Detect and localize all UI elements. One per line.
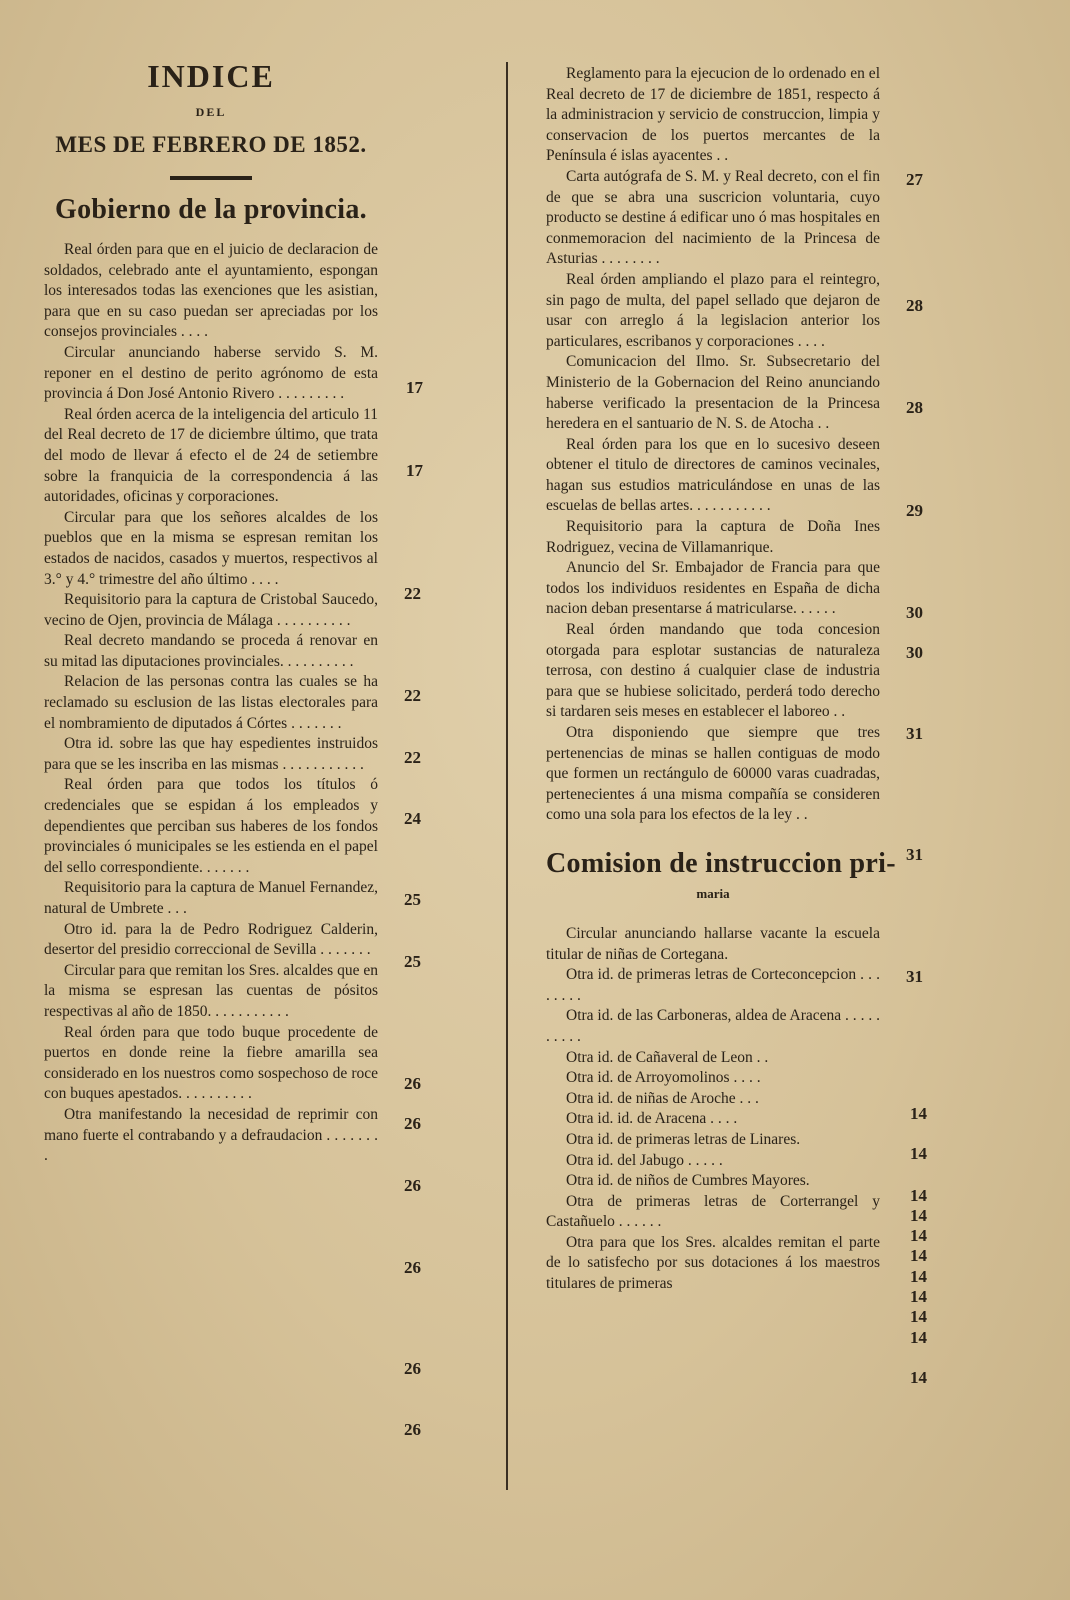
entry-list-gobierno <box>44 240 378 1167</box>
index-entry: Carta autógrafa de S. M. y Real decreto, con el fin de que se abra una suscricion voluntaria, cuyo producto se destine á edificar uno ó mas hospitales en conmemoracion del nacimiento de la Princesa de Asturias . . . . . . . . <box>546 167 880 268</box>
index-entry: Real órden para que todos los títulos ó credenciales que se espidan á los empleados y dependientes que perciban sus haberes de los fondos provinciales ó municipales se les estienda en el papel del sello correspondiente. . . . . . . <box>44 776 378 876</box>
page-number: 14 <box>910 1267 927 1286</box>
page-number: 31 <box>906 845 923 864</box>
section-heading-comision: Comision de instruccion pri- <box>546 847 896 879</box>
index-entry: Otro id. para la de Pedro Rodriguez Calderin, desertor del presidio correccional de Sevilla . . . . . . . <box>44 920 378 959</box>
index-title: INDICE <box>147 58 275 94</box>
index-entry: Real decreto mandando se proceda á renovar en su mitad las diputaciones provinciales. . . . . . . . . . <box>44 632 378 670</box>
page-number: 14 <box>910 1287 927 1306</box>
index-entry: Otra disponiendo que siempre que tres pertenencias de minas se hallen contiguas de modo que formen un rectángulo de 60000 varas cuadradas, pertenecientes á una misma compañía se consideren como una sola para los efectos de la ley . . <box>546 724 880 824</box>
index-entry: Otra id. de niños de Cumbres Mayores. <box>566 1172 810 1190</box>
column-divider <box>506 62 508 1490</box>
index-entry: Otra id. id. de Aracena . . . . <box>566 1110 738 1128</box>
index-entry: Real órden para que en el juicio de declaracion de soldados, celebrado ante el ayuntamiento, espongan los interesados todas las exenciones que les asistian, para que en su caso puedan ser apreciadas por los consejos provinciales . . . . <box>44 241 378 341</box>
title-rule <box>170 176 252 180</box>
index-entry: Requisitorio para la captura de Manuel Fernandez, natural de Umbrete . . . <box>44 879 378 917</box>
index-entry: Requisitorio para la captura de Doña Ines Rodriguez, vecina de Villamanrique. <box>546 518 880 556</box>
page-number: 27 <box>906 170 923 189</box>
page-number: 14 <box>910 1186 927 1205</box>
index-entry: Otra id. sobre las que hay espedientes instruidos para que se les inscriba en las mismas . . . . . . . . . . . <box>44 735 378 773</box>
page-number: 25 <box>404 952 421 971</box>
page-number: 26 <box>404 1359 421 1378</box>
page-number: 14 <box>910 1206 927 1225</box>
index-entry: Requisitorio para la captura de Cristobal Saucedo, vecino de Ojen, provincia de Málaga . . . . . . . . . . <box>44 591 378 629</box>
page-number: 14 <box>910 1246 927 1265</box>
page-number: 29 <box>906 501 923 520</box>
page-number: 14 <box>910 1226 927 1245</box>
page-number: 17 <box>406 461 423 480</box>
index-entry: Otra id. de las Carboneras, aldea de Aracena . . . . . . . . . . <box>546 1007 880 1045</box>
page-number: 30 <box>906 603 923 622</box>
index-entry: Otra manifestando la necesidad de reprimir con mano fuerte el contrabando y a defraudacion . . . . . . . . <box>44 1105 378 1165</box>
page-number: 22 <box>404 584 421 603</box>
index-entry: Real órden acerca de la inteligencia del articulo 11 del Real decreto de 17 de diciembre último, que trata del modo de llevar á efecto el de 24 de setiembre sobre la franquicia de la correspondencia á las autoridades, oficinas y corporaciones. <box>44 405 378 506</box>
page-number: 31 <box>906 724 923 743</box>
index-entry: Circular anunciando haberse servido S. M. reponer en el destino de perito agrónomo de esta provincia á Don José Antonio Rivero . . . . . . . . . <box>44 343 378 403</box>
index-entry: Circular para que los señores alcaldes de los pueblos que en la misma se espresan remitan los estados de nacidos, casados y muertos, respectivos al 3.° y 4.° trimestre del año último . . . . <box>44 508 378 588</box>
index-entry: Otra id. de niñas de Aroche . . . <box>566 1089 759 1107</box>
index-entry: Otra id. de primeras letras de Corteconcepcion . . . . . . . . <box>546 966 880 1004</box>
index-entry: Comunicacion del Ilmo. Sr. Subsecretario del Ministerio de la Gobernacion del Reino anunciando haberse verificado la presentacion de la Princesa heredera en el santuario de N. S. de Atocha . . <box>546 353 880 433</box>
page-number: 22 <box>404 748 421 767</box>
index-entry: Real órden ampliando el plazo para el reintegro, sin pago de multa, del papel sellado que dejaron de usar con arreglo á la legislacion anterior los particulares, escribanos y corporaciones . . . . <box>546 270 880 350</box>
index-connector: DEL <box>195 105 227 119</box>
page-number: 26 <box>404 1420 421 1439</box>
index-entry: Circular para que remitan los Sres. alcaldes que en la misma se espresan las cuentas de pósitos respectivas al año de 1850. . . . . . . . . . . <box>44 961 378 1020</box>
page-number: 28 <box>906 296 923 315</box>
page-number: 24 <box>404 809 421 828</box>
page-number: 31 <box>906 967 923 986</box>
page-number: 17 <box>406 378 423 397</box>
section-heading-gobierno: Gobierno de la provincia. <box>55 194 367 225</box>
index-entry: Otra de primeras letras de Corterrangel y Castañuelo . . . . . . <box>546 1192 880 1231</box>
page-number: 14 <box>910 1144 927 1163</box>
index-entry: Otra id. de Cañaveral de Leon . . <box>566 1048 769 1066</box>
index-entry: Real órden para que todo buque procedente de puertos en donde reine la fiebre amarilla sea considerado en los nuestros como sospechoso de roce con buques apestados. . . . . . . . . . <box>44 1023 378 1103</box>
index-entry: Anuncio del Sr. Embajador de Francia para que todos los individuos residentes en España de dicha nacion deban presentarse á matricularse. . . . . . <box>546 559 880 618</box>
index-entry: Otra id. de primeras letras de Linares. <box>566 1130 801 1148</box>
page-number: 26 <box>404 1074 421 1093</box>
left-column <box>44 56 378 1167</box>
page-number: 25 <box>404 890 421 909</box>
index-entry: Otra id. del Jabugo . . . . . <box>566 1151 723 1169</box>
page-number: 22 <box>404 686 421 705</box>
page-number: 30 <box>906 643 923 662</box>
page-number: 26 <box>404 1114 421 1133</box>
section-subheading-comision: maria <box>696 885 730 901</box>
index-entry: Real órden para los que en lo sucesivo deseen obtener el titulo de directores de caminos vecinales, hagan sus estudios matriculándose en unas de las escuelas de bellas artes. . . . . . . . . . . <box>546 435 880 515</box>
index-title-block <box>44 58 378 180</box>
page-number: 14 <box>910 1328 927 1347</box>
page-number: 26 <box>404 1258 421 1277</box>
page-number: 14 <box>910 1104 927 1123</box>
page-number: 28 <box>906 398 923 417</box>
page-number: 26 <box>404 1176 421 1195</box>
index-entry: Relacion de las personas contra las cuales se ha reclamado su esclusion de las listas electorales para el nombramiento de diputados á Córtes . . . . . . . <box>44 673 378 732</box>
index-entry: Otra para que los Sres. alcaldes remitan el parte de lo satisfecho por sus dotaciones á los maestros titulares de primeras <box>546 1233 880 1293</box>
page-number: 14 <box>910 1368 927 1387</box>
entry-list-gobierno-cont <box>546 64 880 826</box>
index-entry: Real órden mandando que toda concesion otorgada para esplotar sustancias de naturaleza terrosa, con destino á cualquier clase de industria para que se hubiese solicitado, perderá todo derecho si tardaren seis meses en establecer el laboreo . . <box>546 621 880 721</box>
index-subtitle: MES DE FEBRERO DE 1852. <box>55 132 367 157</box>
index-entry: Circular anunciando hallarse vacante la escuela titular de niñas de Cortegana. <box>546 924 880 963</box>
index-entry: Otra id. de Arroyomolinos . . . . <box>566 1069 761 1087</box>
entry-list-comision <box>546 924 880 1295</box>
page-number: 14 <box>910 1307 927 1326</box>
index-entry: Reglamento para la ejecucion de lo ordenado en el Real decreto de 17 de diciembre de 1851, respecto á la administracion y servicio de construccion, limpia y conservacion de los puertos mercantes de la Península é islas ayacentes . . <box>546 65 880 165</box>
right-column <box>546 64 896 1295</box>
